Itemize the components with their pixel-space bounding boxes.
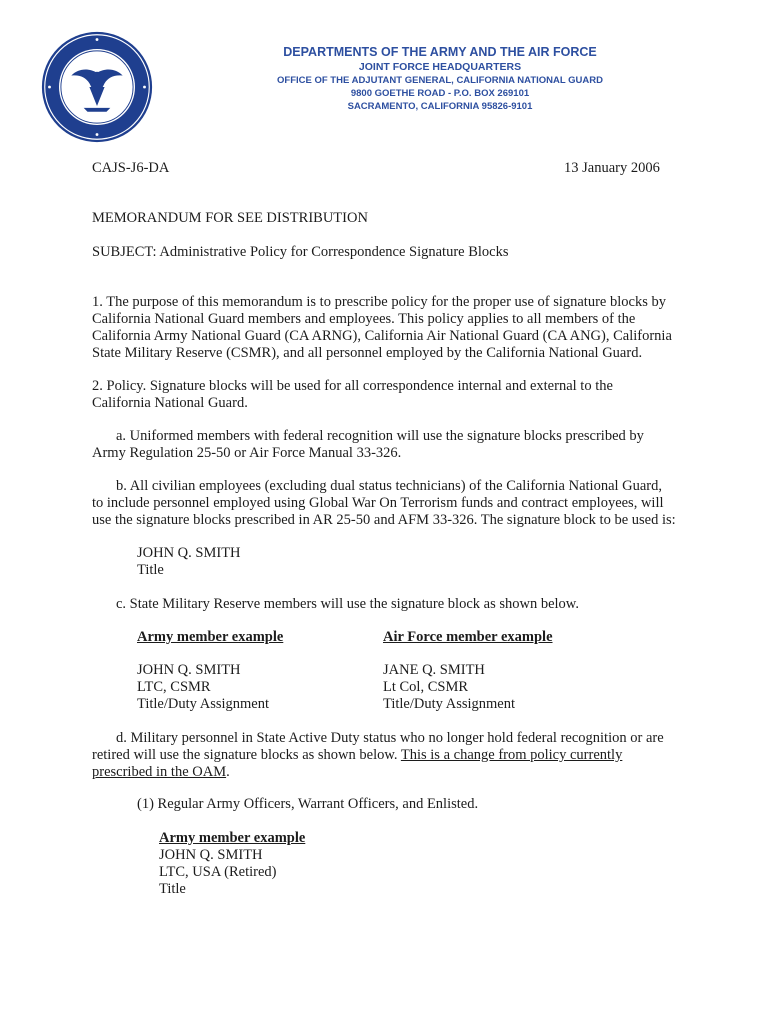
para1-line: 1. The purpose of this memorandum is to prescribe policy for the proper use of signature blocks by bbox=[92, 294, 666, 310]
airforce-example-heading: Air Force member example bbox=[383, 629, 553, 645]
army-example-name: JOHN Q. SMITH bbox=[137, 662, 241, 678]
para2a-line: a. Uniformed members with federal recognition will use the signature blocks prescribed by bbox=[116, 428, 644, 444]
civilian-signature-name: JOHN Q. SMITH bbox=[137, 545, 241, 561]
para2d-line: retired will use the signature blocks as shown below. This is a change from policy currently bbox=[92, 747, 623, 763]
para2b-line: to include personnel employed using Global War On Terrorism funds and contract employees, will bbox=[92, 495, 664, 511]
retired-example-title: Title bbox=[159, 881, 186, 897]
office-symbol: CAJS-J6-DA bbox=[92, 160, 170, 176]
letterhead bbox=[170, 44, 710, 113]
letterhead-street-address: 9800 GOETHE ROAD - P.O. BOX 269101 bbox=[350, 88, 530, 99]
retired-example-rank: LTC, USA (Retired) bbox=[159, 864, 277, 880]
army-example-title: Title/Duty Assignment bbox=[137, 696, 270, 712]
airforce-example-name: JANE Q. SMITH bbox=[383, 662, 485, 678]
retired-example-name: JOHN Q. SMITH bbox=[159, 847, 263, 863]
retired-example-heading: Army member example bbox=[159, 830, 306, 846]
para2b-line: b. All civilian employees (excluding dual status technicians) of the California National Guard, bbox=[116, 478, 663, 494]
para2a-line: Army Regulation 25-50 or Air Force Manual 33-326. bbox=[92, 445, 402, 461]
para1-line: California National Guard members and employees. This policy applies to all members of the bbox=[92, 311, 636, 327]
para2d-line: prescribed in the OAM. bbox=[92, 764, 230, 780]
para1-line: State Military Reserve (CSMR), and all personnel employed by the California National Guard. bbox=[92, 345, 643, 361]
para2b-line: use the signature blocks prescribed in AR 25-50 and AFM 33-326. The signature block to be used is: bbox=[92, 512, 676, 528]
department-of-defense-seal-icon bbox=[40, 30, 154, 144]
para2d-line: d. Military personnel in State Active Duty status who no longer hold federal recognition or are bbox=[116, 730, 664, 746]
airforce-example-title: Title/Duty Assignment bbox=[383, 696, 516, 712]
army-example-rank: LTC, CSMR bbox=[137, 679, 211, 695]
policy-change-notice-continued: prescribed in the OAM bbox=[92, 764, 227, 780]
airforce-example-rank: Lt Col, CSMR bbox=[383, 679, 469, 695]
para2d1-line: (1) Regular Army Officers, Warrant Officers, and Enlisted. bbox=[137, 796, 479, 812]
para2c-line: c. State Military Reserve members will use the signature block as shown below. bbox=[116, 596, 579, 612]
letterhead-office: OFFICE OF THE ADJUTANT GENERAL, CALIFORNIA NATIONAL GUARD bbox=[277, 75, 603, 86]
memo-date: 13 January 2006 bbox=[564, 160, 660, 176]
army-example-heading: Army member example bbox=[137, 629, 284, 645]
memo-subject: SUBJECT: Administrative Policy for Correspondence Signature Blocks bbox=[92, 244, 509, 260]
para2-line: California National Guard. bbox=[92, 395, 248, 411]
memo-title: MEMORANDUM FOR SEE DISTRIBUTION bbox=[92, 210, 368, 226]
letterhead-headquarters: JOINT FORCE HEADQUARTERS bbox=[358, 61, 522, 73]
policy-change-notice: This is a change from policy currently bbox=[400, 747, 623, 763]
letterhead-department: DEPARTMENTS OF THE ARMY AND THE AIR FORCE bbox=[283, 45, 597, 59]
civilian-signature-title: Title bbox=[137, 562, 164, 578]
letterhead-city-address: SACRAMENTO, CALIFORNIA 95826-9101 bbox=[347, 101, 533, 112]
para1-line: California Army National Guard (CA ARNG), California Air National Guard (CA ANG), California bbox=[92, 328, 672, 344]
para2-line: 2. Policy. Signature blocks will be used for all correspondence internal and external to the bbox=[92, 378, 613, 394]
